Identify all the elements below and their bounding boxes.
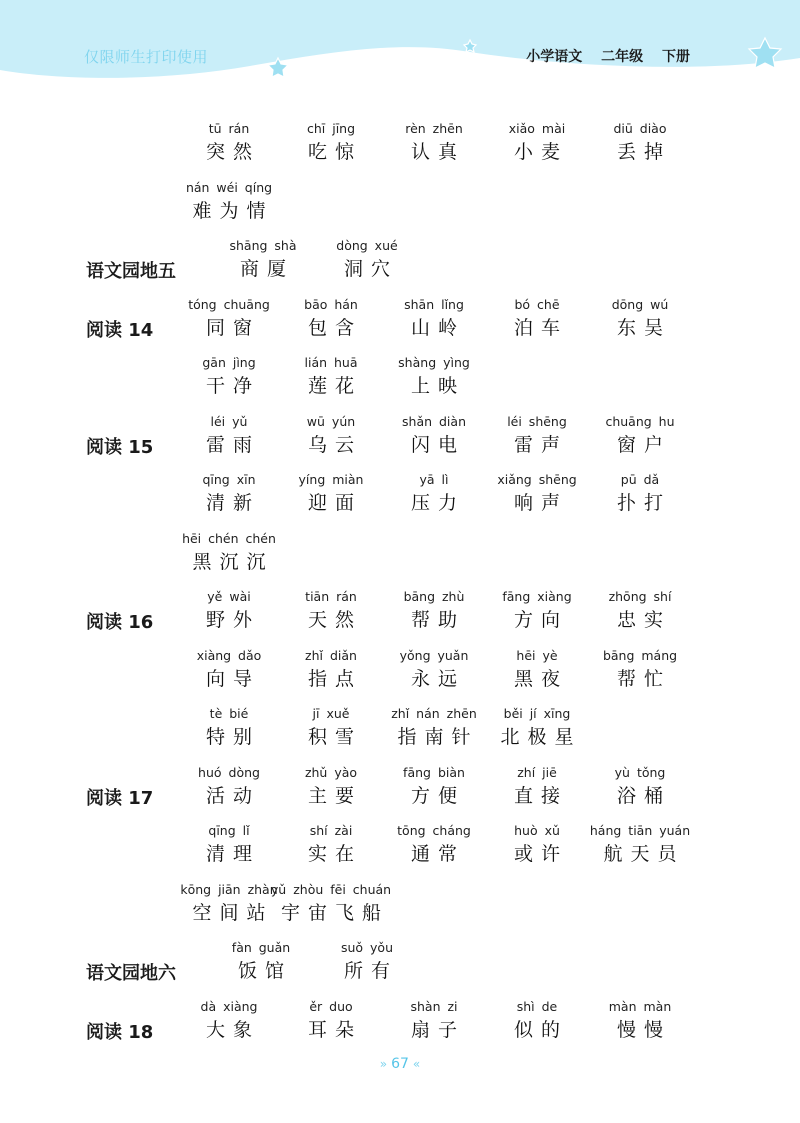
vocab-word [506,647,568,693]
pinyin-text: dòng xué [336,238,398,253]
pinyin-text: pū dǎ [620,472,660,487]
vocab-word [398,354,470,400]
pinyin-text: dà xiàng [200,998,258,1014]
hanzi-text: 通常 [410,843,466,865]
pinyin-text: hēi yè [516,647,558,663]
pinyin-text: yǒng yuǎn [399,647,469,663]
hanzi-text: 特别 [205,726,261,748]
hanzi-text: 泊车 [513,316,569,339]
hanzi-text: 雷雨 [205,433,261,456]
pinyin-text: nán wéi qíng [185,179,273,195]
vocab-word [506,998,568,1044]
pinyin-text: tiān rán [305,589,357,604]
vocab-word [492,705,581,751]
pinyin-text: xiǎng shēng [497,472,577,487]
section-label: 语文园地五 [86,261,176,282]
pinyin-text: háng tiān yuán [589,823,691,838]
hanzi-text: 天然 [307,609,363,631]
pinyin-text: shān lǐng [404,296,464,312]
vocab-word [271,881,391,927]
hanzi-text: 所有 [343,960,399,982]
hanzi-text: 上映 [410,375,465,397]
pinyin-text: xiàng dǎo [196,647,262,663]
pinyin-text: jī xuě [312,706,350,721]
hanzi-text: 野外 [205,609,261,631]
vocab-word [497,471,576,517]
hanzi-text: 积雪 [307,726,363,748]
pinyin-text: màn màn [608,998,672,1014]
pinyin-text: yù tǒng [614,764,666,780]
hanzi-text: 雷声 [513,433,569,456]
hanzi-text: 商厦 [239,258,294,280]
vocab-word [184,179,273,225]
hanzi-text: 大象 [205,1018,261,1041]
vocab-word [506,120,568,166]
vocab-word [397,822,471,868]
section-label: 阅读 16 [86,612,154,633]
vocab-word [299,471,364,517]
hanzi-text: 方便 [410,784,466,807]
hanzi-text: 永远 [410,667,465,690]
pinyin-text: bāng máng [602,647,678,663]
vocab-word [300,764,362,810]
vocab-word [198,413,260,459]
pinyin-text: zhǐ diǎn [305,647,357,663]
pinyin-text: shàn zi [410,998,458,1014]
pinyin-text: diū diào [613,121,667,136]
hanzi-text: 吃惊 [307,141,363,163]
hanzi-text: 黑夜 [513,667,569,690]
vocab-word [502,588,571,634]
hanzi-text: 乌云 [307,433,363,456]
pinyin-text: zhǔ yào [304,764,358,780]
vocab-word [180,881,277,927]
hanzi-text: 帮助 [410,609,466,631]
hanzi-text: 清新 [205,492,261,514]
double-chevron-left-icon: « [412,1057,421,1071]
hanzi-text: 压力 [410,492,466,514]
vocab-word [403,296,465,342]
pinyin-text: fāng biàn [403,764,465,780]
vocab-word [300,647,362,693]
vocab-word [609,998,672,1044]
hanzi-text: 浴桶 [616,784,672,807]
pinyin-text: chī jīng [306,121,356,136]
vocab-word [300,296,362,342]
pinyin-text: bāo hán [304,296,358,312]
pinyin-text: yā lì [419,472,449,487]
header-band [0,0,800,90]
pinyin-text: suǒ yǒu [340,940,394,955]
hanzi-text: 帮忙 [616,667,671,690]
vocab-word [605,413,674,459]
hanzi-text: 饭馆 [237,960,293,982]
vocab-word [403,588,465,634]
vocab-word [300,120,362,166]
pinyin-text: xiǎo mài [508,121,566,136]
pinyin-text: huó dòng [198,764,260,780]
vocab-word [198,354,260,400]
vocab-word [198,588,260,634]
pinyin-text: yǔ zhòu fēi chuán [270,881,392,897]
vocab-word [506,764,568,810]
vocab-word [609,120,671,166]
hanzi-text: 干净 [205,375,261,397]
section-label: 阅读 17 [86,787,154,809]
pinyin-text: wū yún [306,413,356,429]
hanzi-text: 指南针 [397,726,479,748]
pinyin-text: qīng lǐ [208,823,250,838]
vocab-word [198,471,260,517]
subject-label: 小学语文 [526,49,583,65]
pinyin-text: chuāng hu [605,413,675,429]
section-label: 阅读 14 [86,319,154,341]
book-info [516,46,690,66]
vocab-word [198,705,260,751]
hanzi-text: 宇宙飞船 [280,901,390,924]
hanzi-text: 直接 [513,784,569,807]
hanzi-text: 指点 [307,667,363,690]
hanzi-text: 迎面 [307,492,362,514]
vocab-word [506,413,568,459]
double-chevron-right-icon: » [379,1057,388,1071]
hanzi-text: 包含 [307,316,363,339]
pinyin-text: tōng cháng [397,823,471,838]
hanzi-text: 窗户 [616,433,671,456]
hanzi-text: 响声 [513,492,568,514]
pinyin-text: dōng wú [611,296,669,312]
pinyin-text: qīng xīn [202,472,256,487]
pinyin-text: shāng shà [229,238,297,253]
vocab-word [389,705,478,751]
vocab-word [403,998,465,1044]
pinyin-text: fāng xiàng [502,589,572,604]
hanzi-text: 航天员 [603,843,685,865]
pinyin-text: zhí jiē [517,764,557,780]
vocab-word [300,822,362,868]
vocab-word [229,237,296,283]
vocab-word [603,647,677,693]
hanzi-text: 洞穴 [343,258,399,280]
pinyin-text: bó chē [514,296,560,312]
vocab-word [197,647,262,693]
vocab-word [198,822,260,868]
page-footer [0,1056,800,1072]
vocab-word [182,530,276,576]
page-number: 67 [391,1056,409,1072]
pinyin-text: léi shēng [507,413,567,429]
vocab-word [188,296,270,342]
volume-label: 下册 [662,49,690,65]
vocab-word [300,705,362,751]
section-label: 阅读 15 [86,436,154,458]
hanzi-text: 北极星 [500,726,582,748]
vocab-word [300,588,362,634]
vocab-word [609,588,672,634]
hanzi-text: 闪电 [410,433,466,456]
hanzi-text: 突然 [205,141,261,163]
hanzi-text: 同窗 [205,316,260,339]
hanzi-text: 小麦 [513,141,569,163]
vocab-word [590,822,690,868]
hanzi-text: 或许 [513,843,569,865]
hanzi-text: 丢掉 [616,141,672,163]
header-wave-background [0,0,800,90]
pinyin-text: léi yǔ [210,413,248,429]
hanzi-text: 山岭 [410,316,466,339]
hanzi-text: 扇子 [410,1018,466,1041]
vocab-word [403,764,465,810]
pinyin-text: tū rán [208,121,250,136]
pinyin-text: zhōng shí [608,589,672,604]
pinyin-text: shàng yìng [398,355,470,370]
vocab-word [198,764,260,810]
pinyin-text: tóng chuāng [188,296,270,312]
vocab-word [609,764,671,810]
vocab-word [403,120,465,166]
hanzi-text: 清理 [205,843,261,865]
hanzi-text: 实在 [307,843,363,865]
vocab-word [609,296,671,342]
hanzi-text: 扑打 [616,492,672,514]
vocab-word [336,237,398,283]
hanzi-text: 莲花 [307,375,363,397]
hanzi-text: 主要 [307,784,363,807]
hanzi-text: 耳朵 [307,1018,363,1041]
grade-label: 二年级 [601,49,644,65]
pinyin-text: fàn guǎn [231,940,291,955]
pinyin-text: shí zài [309,823,353,838]
vocab-word [300,413,362,459]
vocab-word [198,120,260,166]
vocab-word [336,939,398,985]
vocab-word [402,413,466,459]
hanzi-text: 黑沉沉 [192,550,274,573]
pinyin-text: rèn zhēn [405,121,463,136]
pinyin-text: gān jìng [202,355,256,370]
vocab-word [403,471,465,517]
pinyin-text: shǎn diàn [402,413,466,429]
pinyin-text: ěr duo [309,998,353,1014]
hanzi-text: 难为情 [192,199,274,222]
pinyin-text: zhǐ nán zhēn [391,706,477,721]
hanzi-text: 认真 [410,141,466,163]
hanzi-text: 方向 [513,609,568,631]
hanzi-text: 忠实 [616,609,671,631]
vocab-word [400,647,469,693]
pinyin-text: huò xǔ [514,823,560,838]
section-label: 语文园地六 [86,963,176,984]
hanzi-text: 慢慢 [616,1018,671,1041]
hanzi-text: 似的 [513,1018,569,1041]
pinyin-text: hēi chén chén [182,530,276,546]
hanzi-text: 向导 [205,667,261,690]
vocab-word [506,296,568,342]
vocab-word [609,471,671,517]
hanzi-text: 东吴 [616,316,672,339]
vocab-word [300,354,362,400]
pinyin-text: tè bié [209,706,249,721]
pinyin-text: yě wài [207,589,251,604]
pinyin-text: yíng miàn [298,472,364,487]
section-label: 阅读 18 [86,1021,154,1043]
watermark-text: 仅限师生打印使用 [84,48,209,66]
pinyin-text: běi jí xīng [503,706,571,721]
vocab-word [506,822,568,868]
hanzi-text: 活动 [205,784,261,807]
pinyin-text: bāng zhù [403,589,465,604]
vocab-word [230,939,292,985]
hanzi-text: 空间站 [192,901,274,924]
pinyin-text: lián huā [304,355,358,370]
vocab-word [198,998,260,1044]
vocab-word [300,998,362,1044]
pinyin-text: kōng jiān zhàn [180,881,278,897]
pinyin-text: shì de [516,998,558,1014]
